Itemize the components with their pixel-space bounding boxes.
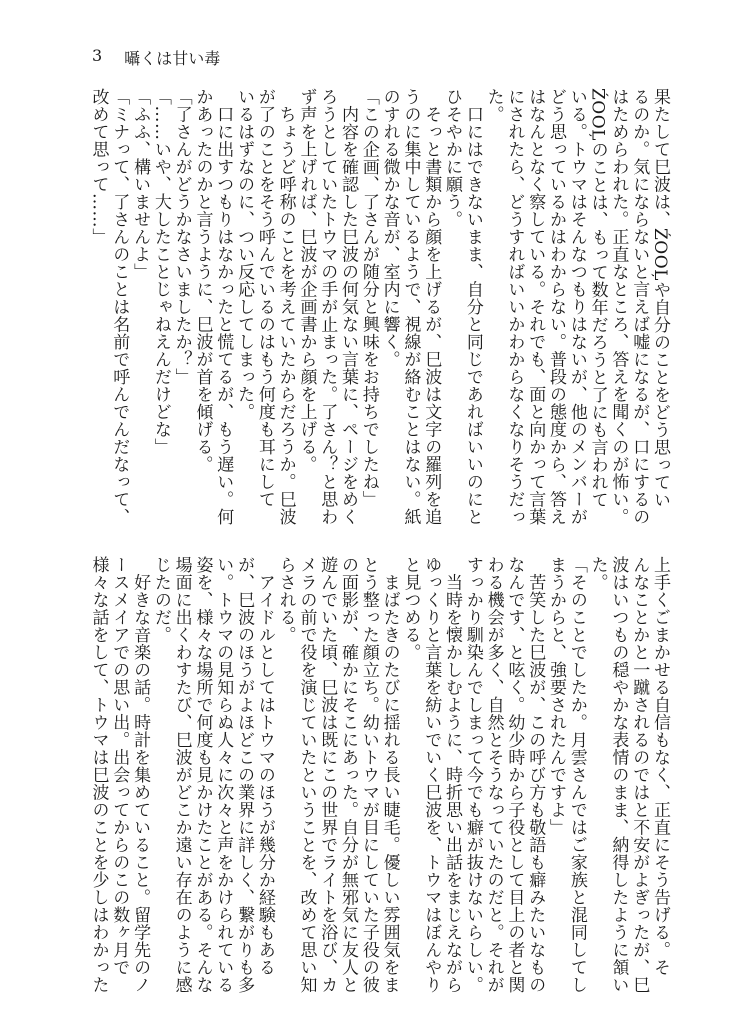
text-column: た。 (587, 556, 608, 591)
page-header (92, 46, 220, 69)
text-column: 好きな音楽の話。時計を集めていること。留学先のノ (130, 556, 151, 994)
text-column: が、巳波のほうがよほどこの業界に詳しく、繋がりも多 (234, 556, 255, 994)
text-column: 「了さんがどうかなさいましたか？」 (171, 88, 192, 386)
text-column: 果たして巳波は、ŹOOĻや自分のことをどう思ってい (650, 88, 670, 509)
chapter-title: 囁くは甘い毒 (124, 49, 221, 68)
text-column: かあったのかと言うように、巳波が首を傾げる。 (192, 88, 213, 473)
text-column: ゆっくりと言葉を紡いでいく巳波を、トウマはぼんやり (421, 556, 442, 994)
text-column: にされたら、どうすればいいかわからなくなりそうだっ (504, 88, 525, 526)
text-column: らされる。 (275, 556, 296, 644)
text-column: 「……いや、大したことじゃねえんだけどな」 (150, 88, 171, 456)
text-column: 内容を確認した巳波の何気ない言葉に、ページをめく (338, 88, 359, 526)
text-column: すっかり馴染んでしまって今でも癖が抜けないらしい。 (462, 556, 483, 994)
text-column: 当時を懐かしむように、時折思い出話をまじえながら (442, 556, 463, 994)
page-number: 3 (92, 46, 103, 65)
text-column: 姿を、様々な場所で何度も見かけたことがある。そんな (192, 556, 213, 994)
text-column: じたのだ。 (150, 556, 171, 644)
text-column: うのに集中しているようで、視線が絡むことはない。紙 (400, 88, 421, 526)
text-column: わる機会が多く、自然とそうなっていたのだと。それが (483, 556, 504, 994)
text-column: い。トウマの見知らぬ人々に次々と声をかけられている (213, 556, 234, 994)
text-column: まうからと、強要されたんですよ」 (546, 556, 567, 836)
text-column: どう思っているかはわからない。普段の態度から、答え (546, 88, 567, 526)
text-column: が了のことをそう呼んでいるのはもう何度も耳にして (254, 88, 275, 508)
text-column: なんです、と呟く。幼少時から子役として目上の者と関 (504, 556, 525, 994)
text-column: いるはずなのに、つい反応してしまった。 (234, 88, 255, 421)
text-column: のすれる微かな音が、室内に響く。 (379, 88, 400, 368)
text-column: いる。トウマはそんなつもりはないが、他のメンバーが (566, 88, 587, 526)
text-block-bottom (86, 556, 670, 994)
text-column: 苦笑した巳波が、この呼び方も敬語も癖みたいなもの (525, 556, 546, 994)
text-column: ず声を上げれば、巳波が企画書から顔を上げる。 (296, 88, 317, 473)
text-column: 「そのことでしたか。月雲さんではご家族と混同してし (566, 556, 587, 994)
text-column: そっと書類から顔を上げるが、巳波は文字の羅列を追 (421, 88, 442, 526)
text-column: んなことかと一蹴されるのではと不安がよぎったが、巳 (629, 556, 650, 994)
text-column: た。 (483, 88, 504, 123)
text-column: ろうとしていたトウマの手が止まった。了さん？と思わ (317, 88, 338, 526)
text-column: るのか。気にならないと言えば嘘になるが、口にするの (629, 88, 650, 526)
text-column: ースメイアでの思い出。出会ってからのこの数ヶ月で (109, 556, 130, 976)
text-column: 波はいつもの穏やかな表情のまま、納得したように頷い (608, 556, 629, 994)
text-column: 「ミナって、了さんのことは名前で呼んでんだなって、 (109, 88, 130, 526)
text-column: 「ふふ、構いませんよ」 (130, 88, 151, 281)
text-column: ちょうど呼称のことを考えていたからだろうか。巳波 (275, 88, 296, 526)
text-column: 改めて思って……」 (88, 88, 109, 246)
text-column: ひそやかに願う。 (442, 88, 463, 228)
text-column: 遊んでいた頃、巳波は既にこの世界でライトを浴び、カ (317, 556, 338, 994)
text-column: 様々な話をして、トウマは巳波のことを少しはわかった (88, 556, 109, 994)
text-column: まばたきのたびに揺れる長い睫毛。優しい雰囲気をま (379, 556, 400, 994)
text-column: と見つめる。 (400, 556, 421, 661)
text-column: はなんとなく察している。それでも、面と向かって言葉 (525, 88, 546, 526)
text-column: 口に出すつもりはなかったと慌てるが、もう遅い。何 (213, 88, 234, 526)
text-column: ŹOOĻのことは、もって数年だろうと了にも言われて (587, 88, 608, 509)
text-column: 上手くごまかせる自信もなく、正直にそう告げる。そ (650, 556, 670, 976)
text-column: アイドルとしてはトウマのほうが幾分か経験もある (254, 556, 275, 976)
text-column: はためらわれた。正直なところ、答えを聞くのが怖い。 (608, 88, 629, 526)
text-column: の面影が、確かにそこにあった。自分が無邪気に友人と (338, 556, 359, 994)
text-column: 「この企画、了さんが随分と興味をお持ちでしたね」 (358, 88, 379, 508)
text-block-top (86, 88, 670, 526)
text-column: 口にはできないまま、自分と同じであればいいのにと (462, 88, 483, 526)
text-column: とう整った顔立ち。幼いトウマが目にしていた子役の彼 (358, 556, 379, 994)
text-column: メラの前で役を演じていたということを、改めて思い知 (296, 556, 317, 994)
text-column: 場面に出くわすたび、巳波がどこか遠い存在のように感 (171, 556, 192, 994)
